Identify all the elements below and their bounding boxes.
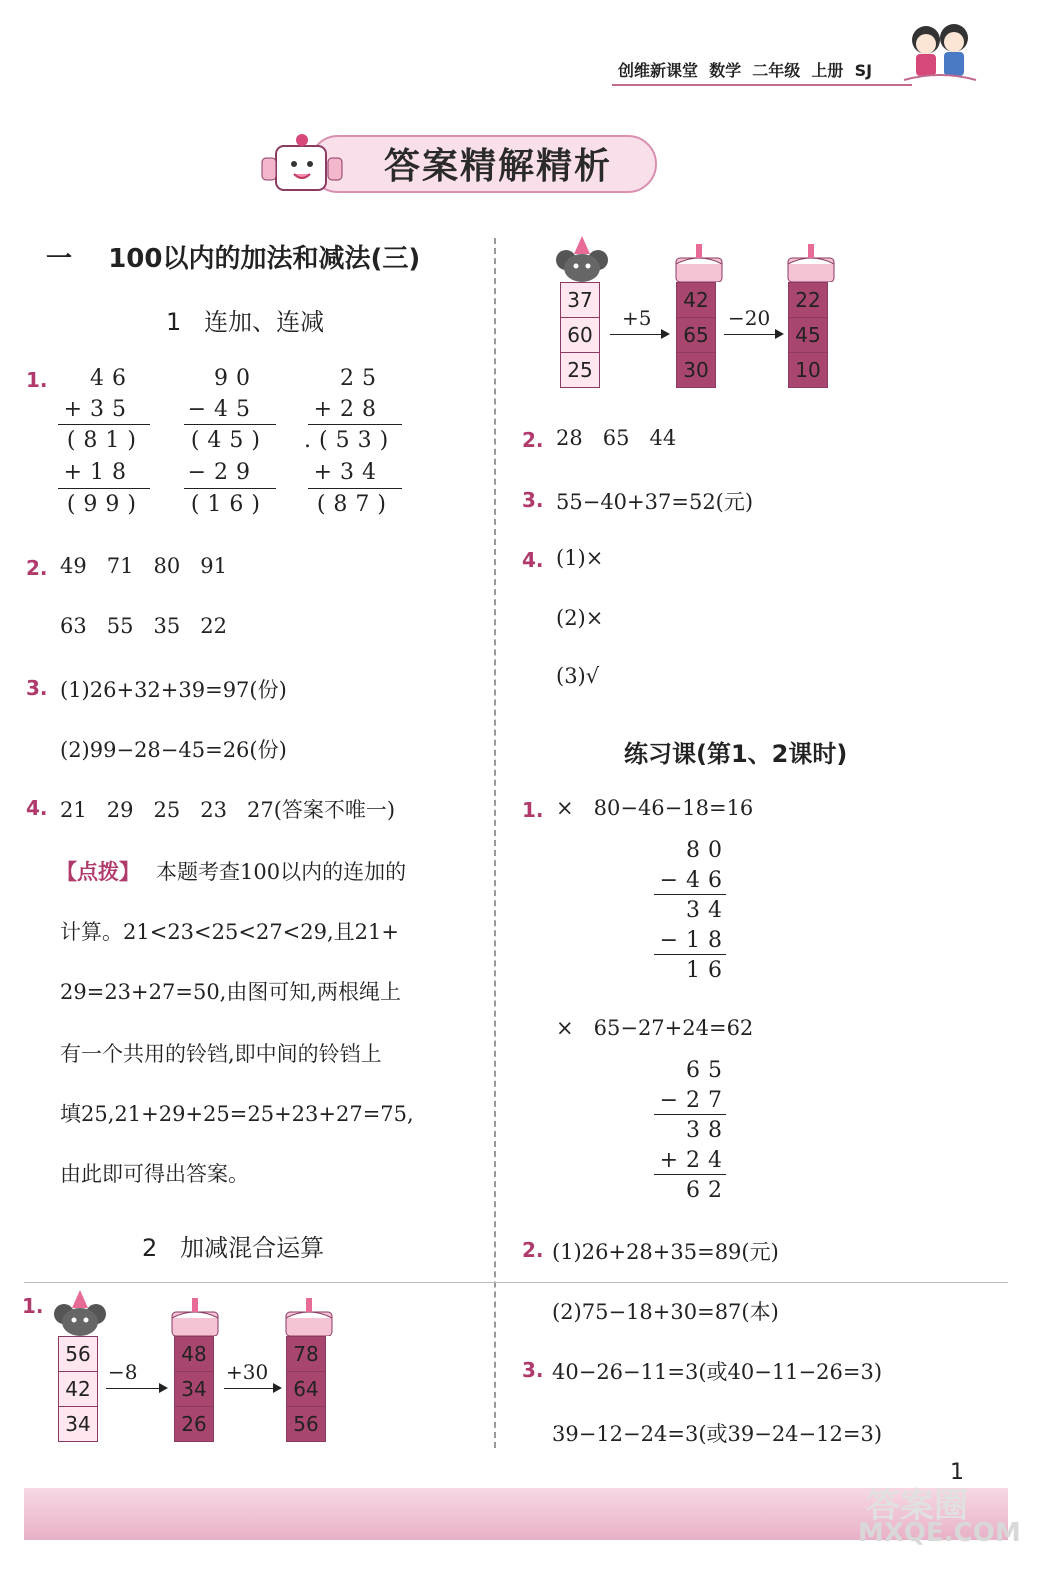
calc-line: (16) <box>190 492 268 517</box>
bear-value: 34 <box>58 1406 98 1442</box>
cake-value: 30 <box>676 352 716 388</box>
calc-rule <box>308 488 402 489</box>
question-number: 2. <box>522 428 544 452</box>
cake-value: 78 <box>286 1336 326 1372</box>
operation-label: −8 <box>108 1360 138 1384</box>
calc-line: −27 <box>659 1088 730 1113</box>
calc-line: 16 <box>686 958 730 983</box>
cake-value: 10 <box>788 352 828 388</box>
calc-rule <box>58 424 150 425</box>
question-number: 4. <box>26 796 48 820</box>
column-divider <box>494 238 496 1448</box>
tip-line: 填25,21+29+25=25+23+27=75, <box>60 1102 414 1126</box>
calc-rule <box>654 1114 726 1115</box>
calc-line: (81) <box>66 428 144 453</box>
question-number: 3. <box>26 676 48 700</box>
question-number: 2. <box>522 1238 544 1262</box>
header-underline <box>612 84 912 86</box>
bear-value: 37 <box>560 282 600 318</box>
calc-line: 80 <box>686 838 730 863</box>
answer-line: 55−40+37=52(元) <box>556 490 754 514</box>
calc-line: (99) <box>66 492 144 517</box>
calc-line: −46 <box>659 868 730 893</box>
answer-line: (3)√ <box>556 664 600 688</box>
cake-icon <box>168 1294 222 1336</box>
bear-icon <box>52 1290 108 1336</box>
cake-value: 26 <box>174 1406 214 1442</box>
cake-value: 65 <box>676 317 716 353</box>
tip-line: 29=23+27=50,由图可知,两根绳上 <box>60 980 402 1004</box>
cake-icon <box>784 240 838 282</box>
kids-illustration-icon <box>900 14 980 86</box>
answer-line: (2)99−28−45=26(份) <box>60 738 287 762</box>
calc-rule <box>654 894 726 895</box>
calc-line: 25 <box>340 366 384 391</box>
tip-label: 【点拨】 <box>56 859 140 884</box>
page-number: 1 <box>950 1460 964 1485</box>
calc-line: +18 <box>63 460 134 485</box>
calc-line: +34 <box>313 460 384 485</box>
practice-title: 练习课(第1、2课时) <box>624 740 848 768</box>
tip-line: 有一个共用的铃铛,即中间的铃铛上 <box>60 1042 382 1066</box>
calc-line: 90 <box>214 366 258 391</box>
question-number: 1. <box>522 798 544 822</box>
cake-icon <box>282 1294 336 1336</box>
calc-line: −29 <box>187 460 258 485</box>
calc-line: −45 <box>187 397 258 422</box>
calc-line: +28 <box>313 397 384 422</box>
answer-line: × 65−27+24=62 <box>556 1016 754 1040</box>
calc-line: 65 <box>686 1058 730 1083</box>
header-text: 创维新课堂 数学 二年级 上册 SJ <box>618 61 873 80</box>
answer-line: 63 55 35 22 <box>60 614 227 638</box>
operation-label: +5 <box>622 306 652 330</box>
answer-line: 49 71 80 91 <box>60 554 227 578</box>
tip-line: 本题考查100以内的连加的 <box>156 860 407 884</box>
calc-line: −18 <box>659 928 730 953</box>
question-number: 3. <box>522 1358 544 1382</box>
bear-value: 42 <box>58 1371 98 1407</box>
operation-label: −20 <box>728 306 771 330</box>
answer-line: 39−12−24=3(或39−24−12=3) <box>552 1422 883 1446</box>
calc-rule <box>308 424 402 425</box>
answer-line: 40−26−11=3(或40−11−26=3) <box>552 1360 883 1384</box>
bear-icon <box>554 236 610 282</box>
calc-rule <box>184 424 276 425</box>
answer-line: (2)× <box>556 606 604 630</box>
arrow-icon <box>224 1388 280 1389</box>
bear-value: 60 <box>560 317 600 353</box>
cake-value: 64 <box>286 1371 326 1407</box>
cake-value: 56 <box>286 1406 326 1442</box>
calc-line: 38 <box>686 1118 730 1143</box>
page-title: 答案精解精析 <box>384 146 613 187</box>
calc-line: (87) <box>316 492 394 517</box>
unit-title: 一 100以内的加法和减法(三) <box>46 244 421 274</box>
question-number: 4. <box>522 548 544 572</box>
bear-value: 56 <box>58 1336 98 1372</box>
cake-value: 34 <box>174 1371 214 1407</box>
answer-line: (1)× <box>556 546 604 570</box>
question-number: 3. <box>522 488 544 512</box>
operation-label: +30 <box>226 1360 269 1384</box>
calc-line: 34 <box>686 898 730 923</box>
tip-line: 由此即可得出答案。 <box>60 1162 249 1186</box>
bear-value: 25 <box>560 352 600 388</box>
cake-value: 48 <box>174 1336 214 1372</box>
cake-icon <box>672 240 726 282</box>
lesson1-title: 1 连加、连减 <box>166 308 325 336</box>
horizontal-divider <box>24 1282 1008 1283</box>
arrow-icon <box>610 334 668 335</box>
calc-line: 46 <box>90 366 134 391</box>
answer-line: 28 65 44 <box>556 426 677 450</box>
answer-line: (1)26+28+35=89(元) <box>552 1240 779 1264</box>
cake-value: 22 <box>788 282 828 318</box>
question-number: 1. <box>26 368 48 392</box>
calc-line: .(53) <box>304 428 397 453</box>
calc-line: +24 <box>659 1148 730 1173</box>
answer-line: (1)26+32+39=97(份) <box>60 678 287 702</box>
arrow-icon <box>106 1388 166 1389</box>
watermark: 答案圈 <box>866 1486 968 1526</box>
calc-rule <box>184 488 276 489</box>
answer-line: 21 29 25 23 27(答案不唯一) <box>60 798 396 822</box>
lesson2-title: 2 加减混合运算 <box>142 1234 325 1262</box>
calc-line: (45) <box>190 428 268 453</box>
question-number: 1. <box>22 1294 44 1318</box>
cake-value: 45 <box>788 317 828 353</box>
answer-line: (2)75−18+30=87(本) <box>552 1300 779 1324</box>
cake-value: 42 <box>676 282 716 318</box>
calc-rule <box>654 954 726 955</box>
calc-line: +35 <box>63 397 134 422</box>
calc-line: 62 <box>686 1178 730 1203</box>
tip-line: 计算。21<23<25<27<29,且21+ <box>60 920 399 944</box>
calc-rule <box>58 488 150 489</box>
watermark: MXQE.COM <box>858 1518 1021 1548</box>
arrow-icon <box>724 334 782 335</box>
question-number: 2. <box>26 556 48 580</box>
calc-rule <box>654 1174 726 1175</box>
answer-line: × 80−46−18=16 <box>556 796 754 820</box>
